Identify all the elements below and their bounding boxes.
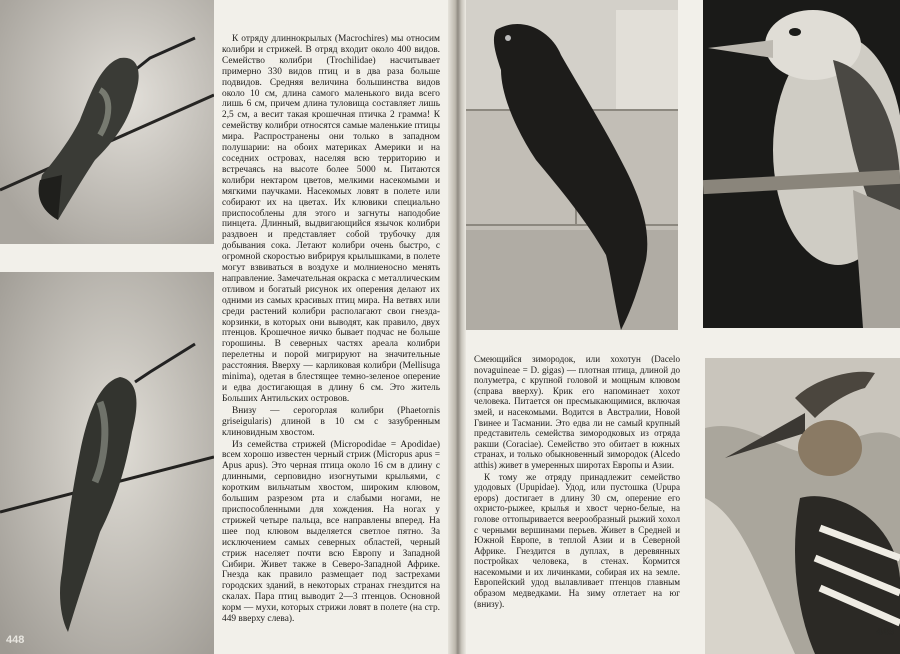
left-text-column	[222, 34, 440, 626]
paragraph-hummingbirds: К отряду длиннокрылых (Macrochires) мы относим колибри и стрижей. В отряд входит около 400 видов. Семейство колибри (Trochilidae) насчитывает примерно 330 видов птиц и в два раза больше подвидов. Средняя величина большинства видов около 10 см, длина самого маленького вида всего лишь 6 см, причем длина туловища составляет лишь 2,5 см, а весит такая крошечная птичка 2 грамма! К семейству колибри относятся самые маленькие птицы мира. Распространены они только в западном полушарии: на обоих материках Америки и на соседних островах, населяя всю территорию и встречаясь на высоте более 5000 м. Питаются колибри нектаром цветов, мелкими насекомыми и мягкими паучками. Насекомых ловят в полете или собирают их на цветах. Их клювики специально приспособлены для этого и загнуты наподобие пинцета. Длинный, выдвигающийся язычок колибри раздвоен и представляет собой трубочку для добывания сока. Летают колибри очень быстро, с огромной скоростью вибрируя крылышками, в полете могут взвиваться в воздухе и молниеносно менять направление. Замечательная окраска с металлическим отливом и богатый рисунок их оперения делают их одними из самых красивых птиц мира. На ветвях или среди растений колибри располагают свои гнезда-корзинки, в которых они выводят, как правило, двух птенцов. Крошечное яичко бывает подчас не больше горошины. В северных частях ареала колибри перелетны и порой мигрируют на значительные расстояния. Вверху — карликовая колибри (Mellisuga minima), одетая в блестящее темно-зеленое оперение и едва достигающая в длину 6 см. Это житель Больших Антильских островов.	[222, 34, 440, 404]
kookaburra-photo	[703, 0, 900, 328]
paragraph-kookaburra: Смеющийся зимородок, или хохотун (Dacelo novaguineae = D. gigas) — плотная птица, длиной до полуметра, с крупной головой и мощным клювом (справа вверху). Крик его напоминает хохот человека. Питается он пресмыкающимися, включая змей, и насекомыми. Водится в Австралии, Новой Гвинее и Тасмании. Это едва ли не самый крупный представитель семейства зимородковых из отряда ракши (Coraciae). Семейство это обитает в южных странах, и только обыкновенный зимородок (Alcedo atthis) живет в умеренных широтах Европы и Азии.	[474, 354, 680, 470]
hummingbird-bottom-photo	[0, 272, 214, 654]
paragraph-swifts: Из семейства стрижей (Micropodidae = Apodidae) всем хорошо известен черный стриж (Micropus apus = Apus apus). Это черная птица около 16 см в длину с длинными, серповидно изогнутыми крыльями, с коротким вильчатым хвостом, широким клювом, большим разрезом рта и слабыми ногами, не приспособленными для хождения. На ногах у стрижей четыре пальца, все направлены вперед. На шее под клювом выделяется светлое пятно. За исключением самых северных областей, черный стриж населяет почти всю Европу и Западной Сибири. Живет также в Северо-Западной Африке. Гнезда как правило размещает под застрехами городских зданий, в некоторых странах гнездится на скалах. Пара птиц выводит 2—3 птенцов. Основной корм — мухи, которых стрижи ловят в полете (на стр. 449 вверху слева).	[222, 439, 440, 625]
hoopoe-photo	[705, 358, 900, 654]
right-text-column	[474, 354, 680, 610]
swift-photo	[466, 0, 678, 330]
book-gutter	[448, 0, 466, 654]
page-number-right: 449	[876, 626, 895, 638]
hummingbird-top-photo	[0, 0, 214, 244]
paragraph-hoopoe: К тому же отряду принадлежит семейство удодовых (Upupidae). Удод, или пустошка (Upupa epops) достигает в длину 30 см, оперение его охристо-рыжее, крылья и хвост черно-белые, на голове оттопыривается веерообразный рыжий хохол с черными вершинами перьев. Живет в Средней и Южной Европе, в теплой Азии и в Северной Африке. Гнездится в дуплах, в деревянных постройках человека, в стенах. Кормится насекомыми и их личинками, собирая их на земле. Европейский удод вылавливает птенцов главным образом медведками. На зиму отлетает на юг (внизу).	[474, 471, 680, 609]
page-number-left: 448	[6, 634, 25, 646]
paragraph-grey-throated-hummingbird: Внизу — серогорлая колибри (Phaetornis griseigularis) длиной в 10 см с зазубренным клиновидным хвостом.	[222, 405, 440, 438]
